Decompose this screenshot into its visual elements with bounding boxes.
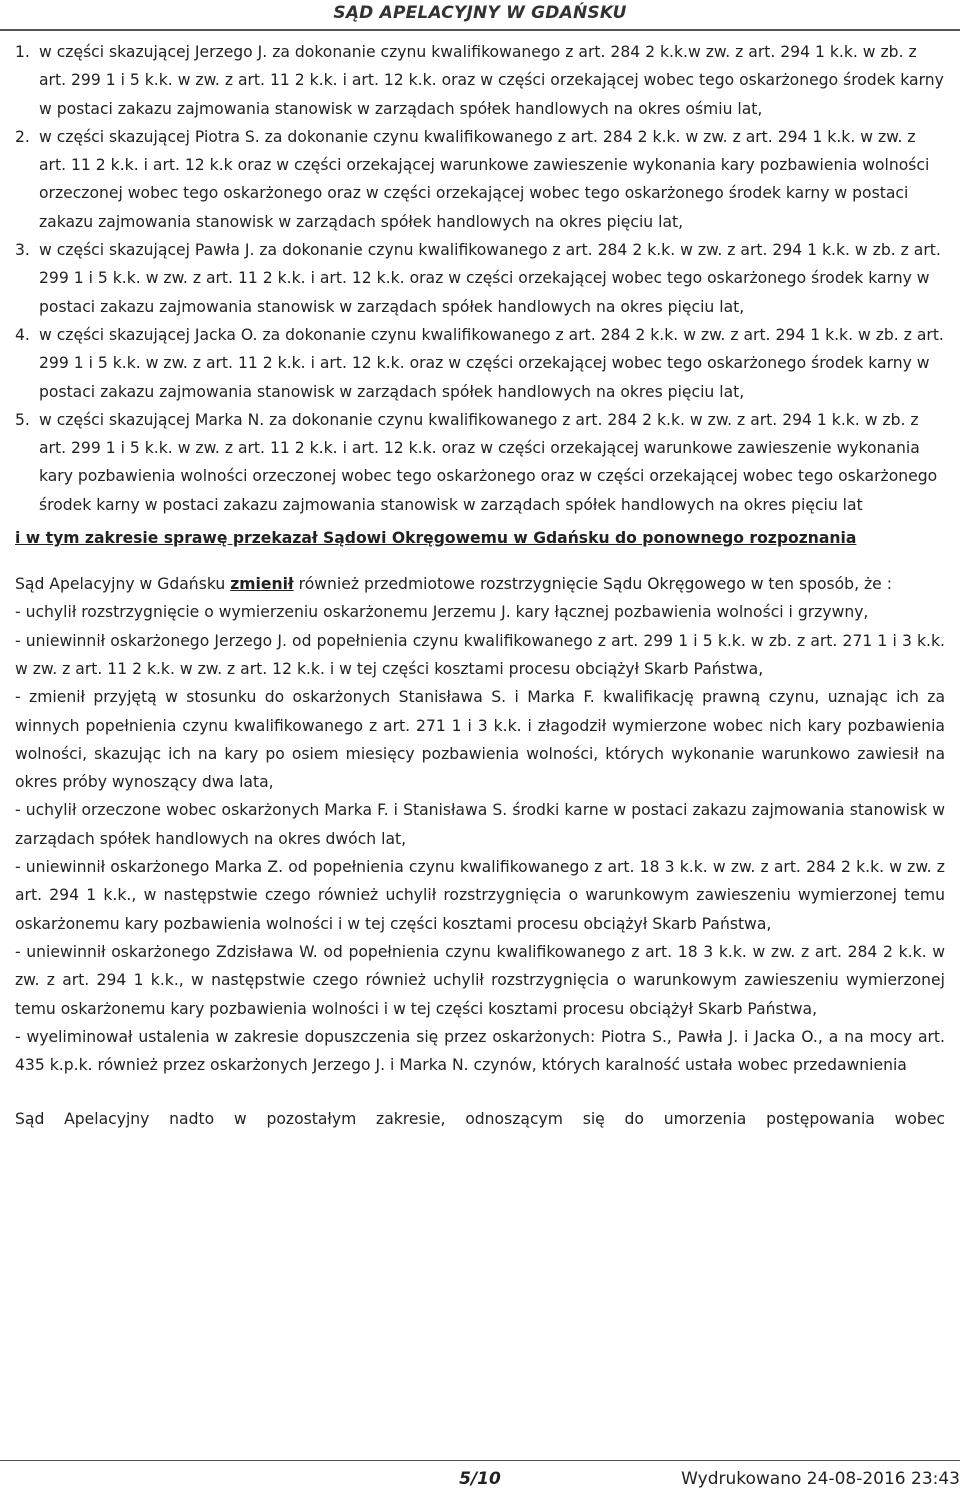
verdict-item-text: w części skazującej Jerzego J. za dokonanie czynu kwalifikowanego z art. 284 2 k.k.w zw. z art. 294 1 k.k. w zb. z art. 299 1 i 5 k.k. w zw. z art. 11 2 k.k. i art. 12 k.k. oraz w części orzekającej wobec tego oskarżonego środek karny w postaci zakazu zajmowania stanowisk w zarządach spółek handlowych na okres ośmiu lat,: [39, 43, 944, 118]
change-intro: [15, 570, 945, 598]
change-item: - uniewinnił oskarżonego Zdzisława W. od popełnienia czynu kwalifikowanego z art. 18 3 k.k. w zw. z art. 284 2 k.k. w zw. z art. 294 1 k.k., w następstwie czego również uchylił rozstrzygnięcia o warunkowym zawieszeniu wymierzonej temu oskarżonemu kary pozbawienia wolności i w tej części kosztami procesu obciążył Skarb Państwa,: [15, 942, 945, 1018]
verdict-item-text: w części skazującej Jacka O. za dokonanie czynu kwalifikowanego z art. 284 2 k.k. w zw. z art. 294 1 k.k. w zb. z art. 299 1 i 5 k.k. w zw. z art. 11 2 k.k. i art. 12 k.k. oraz w części orzekającej wobec tego oskarżonego środek karny w postaci zakazu zajmowania stanowisk w zarządach spółek handlowych na okres pięciu lat,: [39, 325, 944, 401]
verdict-item-number: 1.: [15, 43, 30, 61]
changes-list: [15, 598, 945, 1079]
change-intro-after: również przedmiotowe rozstrzygnięcie Sądu Okręgowego w ten sposób, że :: [293, 575, 892, 594]
verdict-item-2: [15, 123, 945, 236]
change-item: - wyeliminował ustalenia w zakresie dopuszczenia się przez oskarżonych: Piotra S., Pawła J. i Jacka O., a na mocy art. 435 k.p.k. również przez oskarżonych Jerzego J. i Marka N. czynów, których karalność ustała wobec przedawnienia: [15, 1027, 945, 1075]
verdict-item-number: 5.: [15, 410, 30, 429]
page-indicator: 5/10: [459, 1469, 501, 1489]
verdict-item-1: [15, 38, 945, 123]
verdict-item-5: [15, 406, 945, 519]
change-intro-before: Sąd Apelacyjny w Gdańsku: [15, 575, 231, 594]
change-item: - uchylił rozstrzygnięcie o wymierzeniu oskarżonemu Jerzemu J. kary łącznej pozbawienia wolności i grzywny,: [15, 603, 869, 622]
verdict-item-number: 2.: [15, 127, 30, 146]
verdict-item-number: 3.: [15, 241, 30, 260]
printed-timestamp: Wydrukowano 24-08-2016 23:43: [681, 1469, 960, 1489]
verdict-item-text: w części skazującej Piotra S. za dokonanie czynu kwalifikowanego z art. 284 2 k.k. w zw. z art. 294 1 k.k. w zw. z art. 11 2 k.k. i art. 12 k.k oraz w części orzekającej warunkowe zawieszenie wykonania kary pozbawienia wolności orzeczonej wobec tego oskarżonego oraz w części orzekającej wobec tego oskarżonego środek karny w postaci zakazu zajmowania stanowisk w zarządach spółek handlowych na okres pięciu lat,: [39, 127, 930, 231]
change-item: - zmienił przyjętą w stosunku do oskarżonych Stanisława S. i Marka F. kwalifikację prawną czynu, uznając ich za winnych popełnienia czynu kwalifikowanego z art. 271 1 i 3 k.k. i złagodził wymierzone wobec nich kary pozbawienia wolności, skazując ich na kary po osiem miesięcy pozbawienia wolności, których wykonanie warunkowo zawiesił na okres próby wynoszący dwa lata,: [15, 688, 945, 792]
change-intro-emphasis: zmienił: [230, 575, 294, 594]
transfer-statement: i w tym zakresie sprawę przekazał Sądowi Okręgowemu w Gdańsku do ponownego rozpoznania: [15, 529, 857, 548]
verdict-item-text: w części skazującej Pawła J. za dokonanie czynu kwalifikowanego z art. 284 2 k.k. w zw. z art. 294 1 k.k. w zb. z art. 299 1 i 5 k.k. w zw. z art. 11 2 k.k. i art. 12 k.k. oraz w części orzekającej wobec tego oskarżonego środek karny w postaci zakazu zajmowania stanowisk w zarządach spółek handlowych na okres pięciu lat,: [39, 241, 941, 316]
verdict-items-list: [15, 38, 945, 519]
change-item: - uniewinnił oskarżonego Jerzego J. od popełnienia czynu kwalifikowanego z art. 299 1 i 5 k.k. w zb. z art. 271 1 i 3 k.k. w zw. z art. 11 2 k.k. w zw. z art. 12 k.k. i w tej części kosztami procesu obciążył Skarb Państwa,: [15, 631, 945, 678]
change-item: - uchylił orzeczone wobec oskarżonych Marka F. i Stanisława S. środki karne w postaci zakazu zajmowania stanowisk w zarządach spółek handlowych na okres dwóch lat,: [15, 801, 945, 848]
court-header: SĄD APELACYJNY W GDAŃSKU: [333, 3, 627, 23]
change-item: - uniewinnił oskarżonego Marka Z. od popełnienia czynu kwalifikowanego z art. 18 3 k.k. w zw. z art. 284 2 k.k. w zw. z art. 294 1 k.k., w następstwie czego również uchylił rozstrzygnięcia o warunkowym zawieszeniu wymierzonej temu oskarżonemu kary pozbawienia wolności i w tej części kosztami procesu obciążył Skarb Państwa,: [15, 858, 945, 933]
verdict-item-number: 4.: [15, 325, 30, 344]
judgment-body: [15, 38, 945, 1134]
closing-fragment: Sąd Apelacyjny nadto w pozostałym zakresie, odnoszącym się do umorzenia postępowania wobec: [15, 1110, 945, 1129]
footer-divider: [0, 1460, 960, 1461]
header-divider: [0, 29, 960, 31]
verdict-item-4: [15, 321, 945, 406]
verdict-item-3: [15, 236, 945, 321]
verdict-item-text: w części skazującej Marka N. za dokonanie czynu kwalifikowanego z art. 284 2 k.k. w zw. z art. 294 1 k.k. w zb. z art. 299 1 i 5 k.k. w zw. z art. 11 2 k.k. i art. 12 k.k. oraz w części orzekającej warunkowe zawieszenie wykonania kary pozbawienia wolności orzeczonej wobec tego oskarżonego oraz w części orzekającej wobec tego oskarżonego środek karny w postaci zakazu zajmowania stanowisk w zarządach spółek handlowych na okres pięciu lat: [39, 410, 938, 514]
